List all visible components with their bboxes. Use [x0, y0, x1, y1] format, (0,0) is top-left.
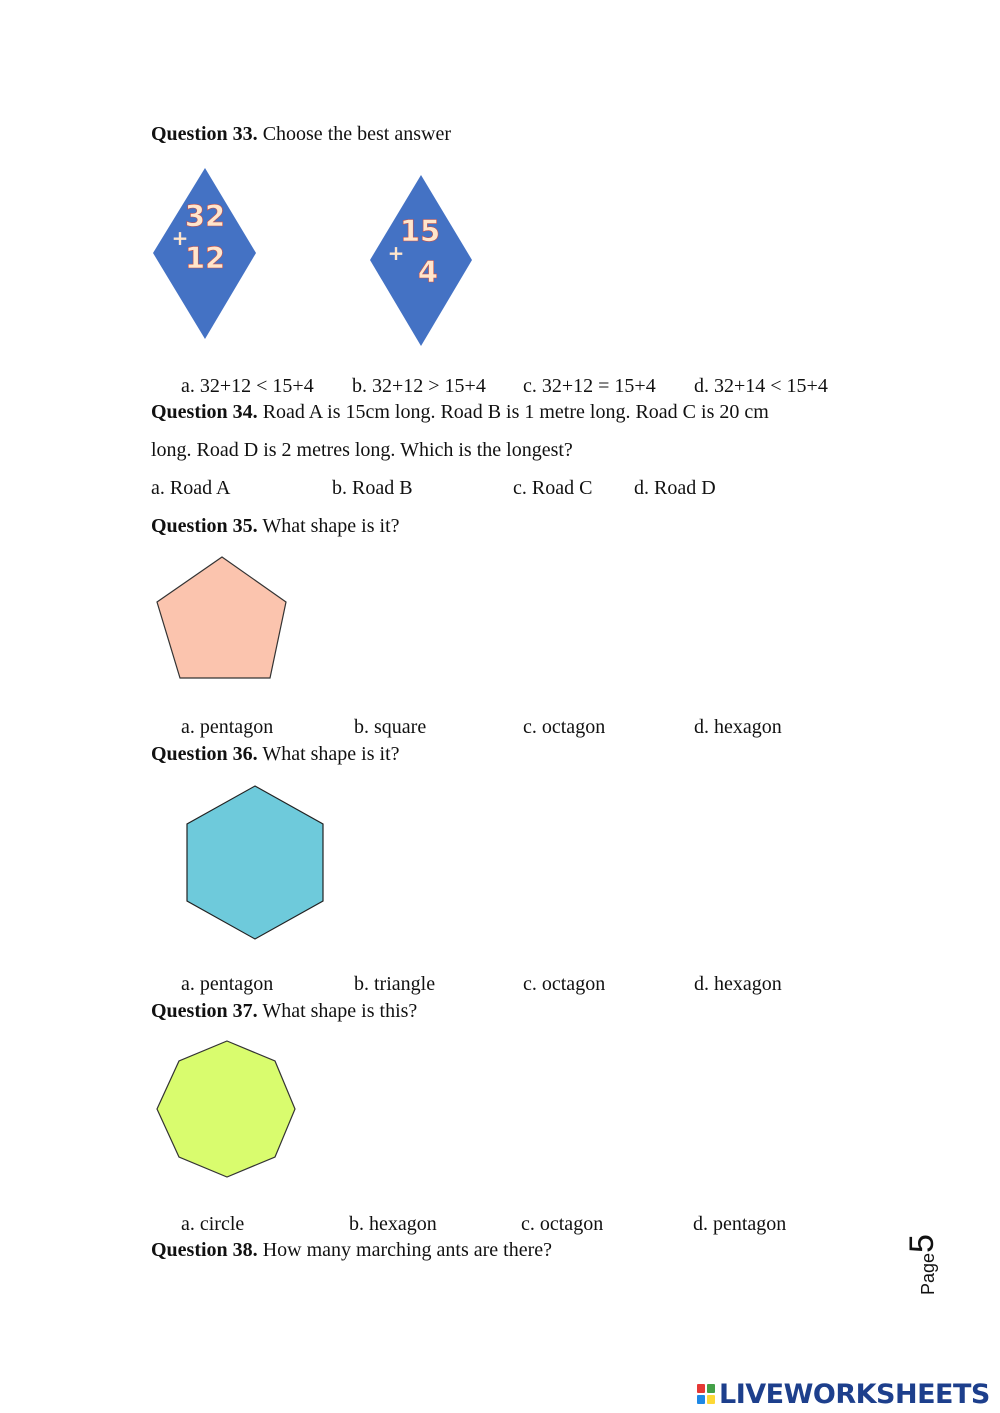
rhombus-addition-32-12 [150, 165, 260, 345]
question-37-heading [151, 999, 417, 1023]
q35-option-c[interactable]: c. octagon [523, 716, 606, 738]
plus-sign: + [171, 226, 189, 250]
rhombus-addition-15-4 [368, 172, 478, 352]
q33-option-d[interactable]: d. 32+14 < 15+4 [694, 375, 828, 397]
q37-option-b[interactable]: b. hexagon [349, 1213, 437, 1235]
question-33-heading [151, 122, 451, 146]
q35-option-d[interactable]: d. hexagon [694, 716, 782, 738]
question-38-heading [151, 1238, 552, 1262]
q33-option-a[interactable]: a. 32+12 < 15+4 [181, 375, 314, 397]
q37-option-c[interactable]: c. octagon [521, 1213, 604, 1235]
question-text: What shape is it? [257, 743, 400, 765]
q36-option-b[interactable]: b. triangle [354, 973, 436, 995]
q36-option-c[interactable]: c. octagon [523, 973, 606, 995]
liveworksheets-logo[interactable] [697, 1378, 990, 1410]
question-label: Question 33. [151, 123, 258, 145]
question-text: Road A is 15cm long. Road B is 1 metre long. Road C is 20 cm [257, 401, 769, 423]
page-word: Page [918, 1252, 938, 1295]
question-34-heading [151, 400, 769, 424]
rhombus-top-number: 15 [399, 214, 441, 248]
octagon-shape [152, 1036, 302, 1186]
question-text: Choose the best answer [257, 123, 451, 145]
q33-option-b[interactable]: b. 32+12 > 15+4 [352, 375, 486, 397]
question-text: What shape is it? [257, 515, 400, 537]
question-label: Question 38. [151, 1239, 258, 1261]
question-text: What shape is this? [257, 1000, 418, 1022]
q35-option-a[interactable]: a. pentagon [181, 716, 274, 738]
rhombus-bottom-number: 4 [417, 255, 439, 289]
q37-option-d[interactable]: d. pentagon [693, 1213, 787, 1235]
question-34-text-continued: long. Road D is 2 metres long. Which is the longest? [151, 439, 573, 461]
q34-option-d[interactable]: d. Road D [634, 477, 716, 499]
q36-option-a[interactable]: a. pentagon [181, 973, 274, 995]
q34-option-a[interactable]: a. Road A [151, 477, 231, 499]
q34-option-c[interactable]: c. Road C [513, 477, 593, 499]
question-36-heading [151, 742, 400, 766]
liveworksheets-logo-icon [697, 1384, 715, 1404]
q34-option-b[interactable]: b. Road B [332, 477, 413, 499]
plus-sign: + [387, 241, 405, 265]
pentagon-shape [150, 550, 295, 685]
brand-name: LIVEWORKSHEETS [719, 1378, 990, 1410]
question-label: Question 34. [151, 401, 258, 423]
page-number: 5 [903, 1234, 941, 1253]
q33-option-c[interactable]: c. 32+12 = 15+4 [523, 375, 656, 397]
page-number-badge [905, 1215, 945, 1295]
q37-option-a[interactable]: a. circle [181, 1213, 245, 1235]
question-label: Question 36. [151, 743, 258, 765]
q35-option-b[interactable]: b. square [354, 716, 427, 738]
question-text: How many marching ants are there? [257, 1239, 553, 1261]
q36-option-d[interactable]: d. hexagon [694, 973, 782, 995]
question-label: Question 37. [151, 1000, 258, 1022]
rhombus-top-number: 32 [184, 199, 226, 233]
question-label: Question 35. [151, 515, 258, 537]
hexagon-shape [180, 780, 330, 945]
rhombus-bottom-number: 12 [184, 241, 226, 275]
question-35-heading [151, 514, 400, 538]
